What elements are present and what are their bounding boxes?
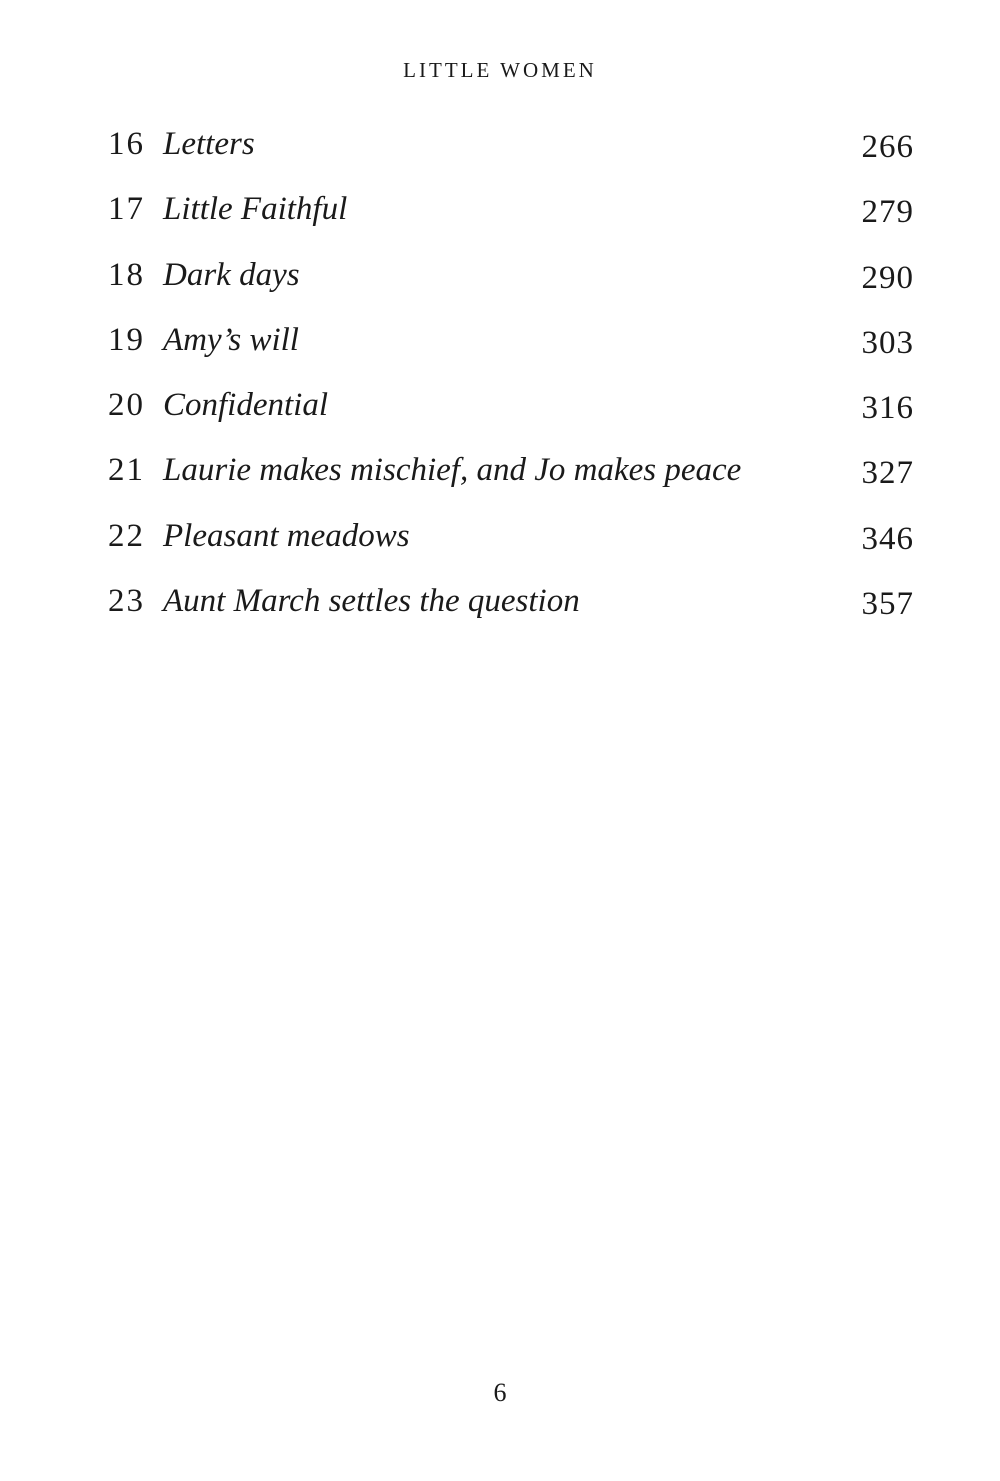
toc-entry: [108, 118, 914, 183]
chapter-number: 22: [108, 517, 145, 554]
table-of-contents: [108, 118, 914, 640]
toc-entry: [108, 444, 914, 509]
toc-entry: [108, 183, 914, 248]
chapter-title: Little Faithful: [163, 191, 348, 228]
page-number: 6: [493, 1378, 507, 1407]
chapter-number: 23: [108, 583, 145, 620]
chapter-title: Pleasant meadows: [163, 517, 410, 554]
chapter-number: 20: [108, 387, 145, 424]
toc-entry: [108, 379, 914, 444]
page-reference: 279: [861, 194, 914, 231]
chapter-title: Laurie makes mischief, and Jo makes peace: [163, 452, 742, 489]
chapter-number: 16: [108, 126, 145, 162]
page-reference: 327: [861, 455, 914, 492]
page-reference: 303: [861, 324, 914, 361]
toc-entry: [108, 314, 914, 379]
chapter-title: Aunt March settles the question: [163, 583, 580, 620]
page-reference: 290: [861, 259, 914, 296]
chapter-title: Letters: [163, 126, 255, 162]
chapter-number: 17: [108, 191, 145, 228]
toc-entry: [108, 249, 914, 314]
chapter-title: Confidential: [163, 387, 328, 424]
chapter-number: 21: [108, 452, 145, 489]
chapter-title: Dark days: [163, 256, 300, 293]
page-reference: 316: [861, 390, 914, 427]
page-reference: 357: [861, 586, 914, 623]
chapter-number: 19: [108, 321, 145, 358]
page-reference: 266: [861, 129, 914, 165]
toc-entry: [108, 510, 914, 575]
toc-entry: [108, 575, 914, 640]
chapter-number: 18: [108, 256, 145, 293]
running-head: LITTLE WOMEN: [403, 58, 597, 82]
chapter-title: Amy’s will: [163, 321, 299, 358]
page-reference: 346: [861, 520, 914, 557]
